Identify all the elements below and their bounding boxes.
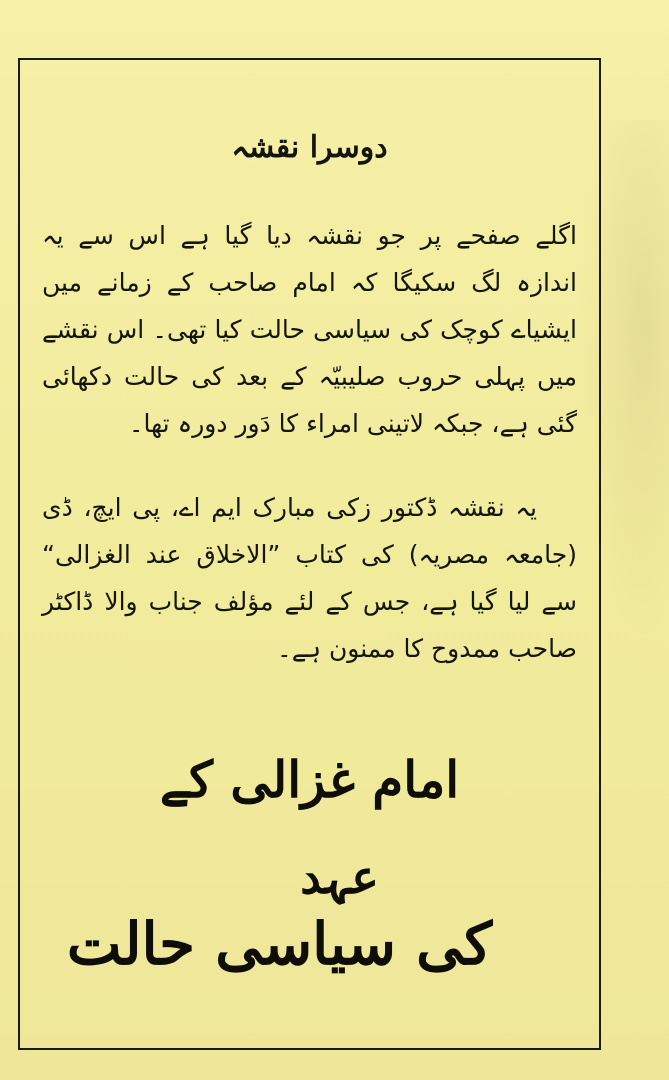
page-border-frame — [18, 58, 601, 1050]
paragraph-map-source: یہ نقشہ ڈکتور زکی مبارک ایم اے، پی ایچ، ڈی (جامعہ مصریہ) کی کتاب ”الاخلاق عند الغزالی“ سے لیا گیا ہے، جس کے لئے مؤلف جناب والا ڈاکٹر صاحب ممدوح کا ممنون ہے۔ — [42, 493, 577, 663]
title-line-imam-ghazali: امام غزالی کے — [159, 750, 460, 809]
title-line-era: عہد — [300, 850, 379, 904]
paragraph-map-description: اگلے صفحے پر جو نقشہ دیا گیا ہے اس سے یہ اندازہ لگ سکیگا کہ امام صاحب کے زمانے میں ایشیاے کوچک کی سیاسی حالت کیا تھی۔ اس نقشے میں پہلی حروب صلیبیّہ کے بعد کی حالت دکھائی گئی ہے، جبکہ لاتینی امراء کا دَور دورہ تھا۔ — [42, 221, 577, 438]
page-content — [20, 60, 599, 1048]
title-line-political-condition: کی سیاسی حالت — [66, 910, 493, 978]
page-heading: دوسرا نقشہ — [231, 130, 388, 165]
